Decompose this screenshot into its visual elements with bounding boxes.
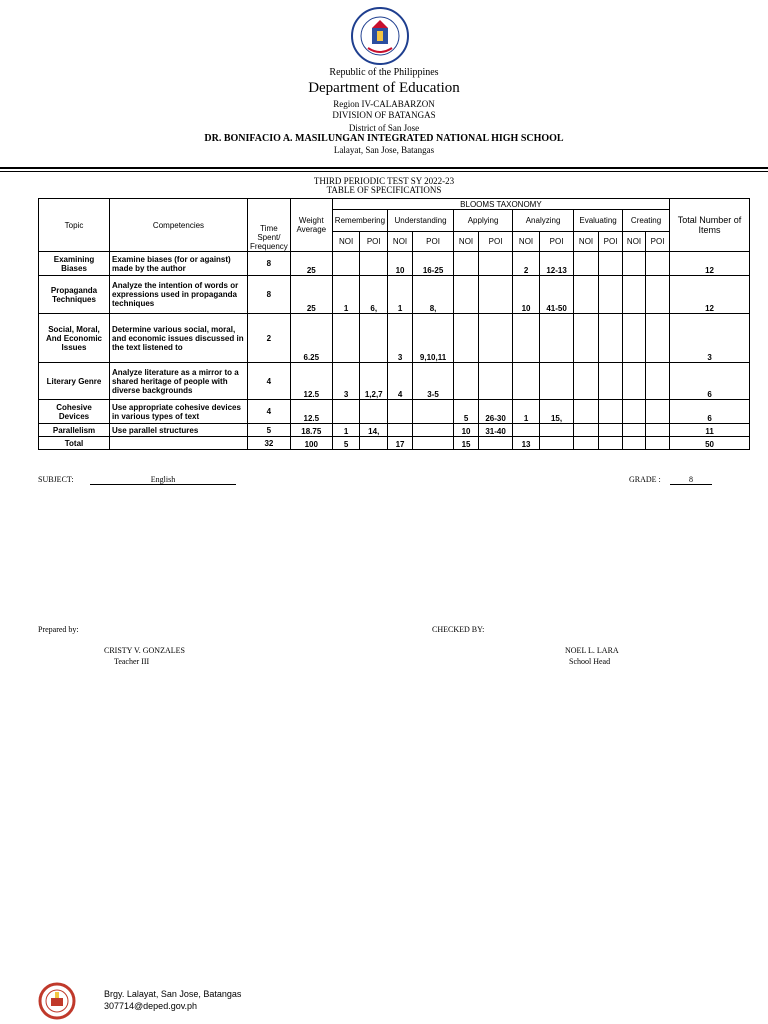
time-cell: 2: [248, 314, 291, 363]
poi-cell: [599, 424, 623, 437]
noi-cell: 17: [388, 437, 413, 450]
poi-cell: [540, 437, 574, 450]
poi-header: POI: [646, 232, 670, 252]
poi-cell: [540, 314, 574, 363]
noi-cell: [574, 400, 599, 424]
department-title: Department of Education: [308, 80, 460, 96]
noi-cell: 14,: [360, 424, 388, 437]
specifications-table: [38, 198, 750, 450]
topic-cell: Social, Moral, And Economic Issues: [39, 314, 110, 363]
noi-cell: 5: [332, 437, 360, 450]
poi-cell: [646, 363, 670, 400]
competency-cell: Analyze literature as a mirror to a shared heritage of people with diverse backgrounds: [110, 363, 248, 400]
checked-by-title: School Head: [569, 657, 611, 666]
noi-cell: [454, 276, 479, 314]
creating-header: Creating: [623, 210, 670, 232]
table-row: [39, 314, 750, 363]
noi-cell: 10: [454, 424, 479, 437]
total-cell: 50: [670, 437, 750, 450]
noi-cell: [623, 252, 646, 276]
weight-cell: 18.75: [290, 424, 332, 437]
poi-cell: [413, 437, 454, 450]
poi-cell: [540, 424, 574, 437]
poi-cell: [479, 437, 513, 450]
table-row: [39, 400, 750, 424]
poi-header: POI: [479, 232, 513, 252]
understanding-header: Understanding: [388, 210, 454, 232]
poi-cell: 41-50: [540, 276, 574, 314]
total-cell: 6: [670, 400, 750, 424]
time-cell: 4: [248, 363, 291, 400]
prepared-by-label: Prepared by:: [38, 625, 79, 634]
topic-cell: Total: [39, 437, 110, 450]
col-total-header: Total Number of Items: [670, 199, 750, 252]
poi-cell: [646, 276, 670, 314]
poi-cell: 3-5: [413, 363, 454, 400]
topic-cell: Literary Genre: [39, 363, 110, 400]
table-row: [39, 276, 750, 314]
noi-cell: [513, 363, 540, 400]
noi-cell: [623, 400, 646, 424]
poi-cell: [540, 363, 574, 400]
school-name: DR. BONIFACIO A. MASILUNGAN INTEGRATED NATIONAL HIGH SCHOOL: [204, 133, 564, 144]
checked-by-label: CHECKED BY:: [432, 625, 485, 634]
noi-cell: 13: [513, 437, 540, 450]
noi-header: NOI: [454, 232, 479, 252]
noi-cell: [623, 437, 646, 450]
total-cell: 3: [670, 314, 750, 363]
poi-cell: [646, 400, 670, 424]
grade-label: GRADE :: [629, 475, 661, 484]
competency-cell: Use parallel structures: [110, 424, 248, 437]
noi-cell: 1: [332, 424, 360, 437]
poi-cell: 26-30: [479, 400, 513, 424]
topic-cell: Examining Biases: [39, 252, 110, 276]
poi-cell: 8,: [413, 276, 454, 314]
total-cell: 6: [670, 363, 750, 400]
weight-cell: 25: [290, 252, 332, 276]
table-row: [39, 424, 750, 437]
noi-cell: [623, 314, 646, 363]
district-text: District of San Jose: [348, 123, 420, 133]
analyzing-header: Analyzing: [513, 210, 574, 232]
remembering-header: Remembering: [332, 210, 387, 232]
test-title: THIRD PERIODIC TEST SY 2022-23: [313, 176, 455, 186]
noi-cell: [574, 314, 599, 363]
col-topic-header: Topic: [39, 199, 110, 252]
noi-cell: [513, 314, 540, 363]
noi-cell: [332, 252, 360, 276]
col-time-header: Time Spent/ Frequency: [248, 199, 291, 252]
noi-header: NOI: [623, 232, 646, 252]
competency-cell: Determine various social, moral, and economic issues discussed in the text listened to: [110, 314, 248, 363]
noi-cell: [360, 252, 388, 276]
applying-header: Applying: [454, 210, 513, 232]
noi-cell: [454, 363, 479, 400]
deped-seal-logo: [342, 6, 418, 66]
region-text: Region IV-CALABARZON: [333, 99, 435, 109]
evaluating-header: Evaluating: [574, 210, 623, 232]
poi-cell: [479, 363, 513, 400]
poi-cell: [479, 314, 513, 363]
noi-cell: 10: [513, 276, 540, 314]
noi-cell: [388, 424, 413, 437]
subject-label: SUBJECT:: [38, 475, 74, 484]
noi-header: NOI: [388, 232, 413, 252]
total-cell: 12: [670, 276, 750, 314]
poi-cell: [646, 424, 670, 437]
weight-cell: 100: [290, 437, 332, 450]
footer-email: 307714@deped.gov.ph: [104, 1001, 198, 1011]
weight-cell: 25: [290, 276, 332, 314]
poi-cell: [646, 437, 670, 450]
poi-cell: [413, 400, 454, 424]
noi-cell: [454, 252, 479, 276]
topic-cell: Propaganda Techniques: [39, 276, 110, 314]
school-logo: [38, 982, 76, 1020]
poi-cell: [599, 276, 623, 314]
poi-cell: 12-13: [540, 252, 574, 276]
poi-cell: 9,10,11: [413, 314, 454, 363]
poi-cell: 16-25: [413, 252, 454, 276]
noi-cell: [332, 400, 360, 424]
time-cell: 4: [248, 400, 291, 424]
noi-cell: [513, 424, 540, 437]
poi-cell: [599, 314, 623, 363]
division-text: DIVISION OF BATANGAS: [332, 110, 436, 120]
poi-cell: [413, 424, 454, 437]
poi-cell: [646, 252, 670, 276]
blooms-header: BLOOMS TAXONOMY: [332, 199, 669, 210]
total-cell: 11: [670, 424, 750, 437]
topic-cell: Cohesive Devices: [39, 400, 110, 424]
table-row: [39, 437, 750, 450]
noi-cell: [360, 400, 388, 424]
noi-cell: [574, 437, 599, 450]
poi-cell: 31-40: [479, 424, 513, 437]
poi-cell: [599, 252, 623, 276]
topic-cell: Parallelism: [39, 424, 110, 437]
school-address: Lalayat, San Jose, Batangas: [333, 145, 435, 155]
footer-address: Brgy. Lalayat, San Jose, Batangas: [104, 989, 242, 999]
poi-header: POI: [599, 232, 623, 252]
total-cell: 12: [670, 252, 750, 276]
weight-cell: 12.5: [290, 400, 332, 424]
noi-cell: 1: [332, 276, 360, 314]
competency-cell: Examine biases (for or against) made by the author: [110, 252, 248, 276]
checked-by-name: NOEL L. LARA: [565, 646, 619, 655]
poi-header: POI: [360, 232, 388, 252]
poi-header: POI: [540, 232, 574, 252]
poi-cell: [646, 314, 670, 363]
prepared-by-name: CRISTY V. GONZALES: [104, 646, 185, 655]
republic-text: Republic of the Philippines: [329, 67, 439, 78]
grade-value: 8: [670, 475, 712, 485]
poi-cell: [599, 400, 623, 424]
time-cell: 8: [248, 252, 291, 276]
noi-cell: 2: [513, 252, 540, 276]
noi-cell: 15: [454, 437, 479, 450]
noi-cell: [360, 314, 388, 363]
noi-cell: 1: [513, 400, 540, 424]
competency-cell: [110, 437, 248, 450]
poi-cell: [599, 363, 623, 400]
header-divider: [0, 167, 768, 169]
poi-cell: [479, 252, 513, 276]
noi-cell: [574, 363, 599, 400]
table-row: [39, 252, 750, 276]
noi-cell: [360, 437, 388, 450]
time-cell: 8: [248, 276, 291, 314]
noi-cell: 1,2,7: [360, 363, 388, 400]
col-competencies-header: Competencies: [110, 199, 248, 252]
subject-value: English: [90, 475, 236, 485]
noi-cell: 4: [388, 363, 413, 400]
time-cell: 5: [248, 424, 291, 437]
col-weight-header: Weight Average: [290, 199, 332, 252]
noi-header: NOI: [574, 232, 599, 252]
noi-cell: 1: [388, 276, 413, 314]
noi-cell: [574, 252, 599, 276]
noi-cell: 5: [454, 400, 479, 424]
noi-cell: [623, 276, 646, 314]
noi-cell: 10: [388, 252, 413, 276]
time-cell: 32: [248, 437, 291, 450]
competency-cell: Analyze the intention of words or expressions used in propaganda techniques: [110, 276, 248, 314]
noi-cell: [623, 363, 646, 400]
noi-cell: [454, 314, 479, 363]
tos-title: TABLE OF SPECIFICATIONS: [326, 185, 442, 195]
prepared-by-title: Teacher III: [114, 657, 150, 666]
noi-cell: [623, 424, 646, 437]
poi-cell: 15,: [540, 400, 574, 424]
poi-cell: [599, 437, 623, 450]
noi-cell: [574, 424, 599, 437]
competency-cell: Use appropriate cohesive devices in various types of text: [110, 400, 248, 424]
weight-cell: 12.5: [290, 363, 332, 400]
noi-cell: [574, 276, 599, 314]
noi-cell: [388, 400, 413, 424]
poi-header: POI: [413, 232, 454, 252]
noi-cell: 3: [332, 363, 360, 400]
noi-header: NOI: [332, 232, 360, 252]
weight-cell: 6.25: [290, 314, 332, 363]
poi-cell: [479, 276, 513, 314]
noi-cell: [332, 314, 360, 363]
header-divider-thin: [0, 171, 768, 172]
noi-cell: 6,: [360, 276, 388, 314]
noi-cell: 3: [388, 314, 413, 363]
table-row: [39, 363, 750, 400]
noi-header: NOI: [513, 232, 540, 252]
